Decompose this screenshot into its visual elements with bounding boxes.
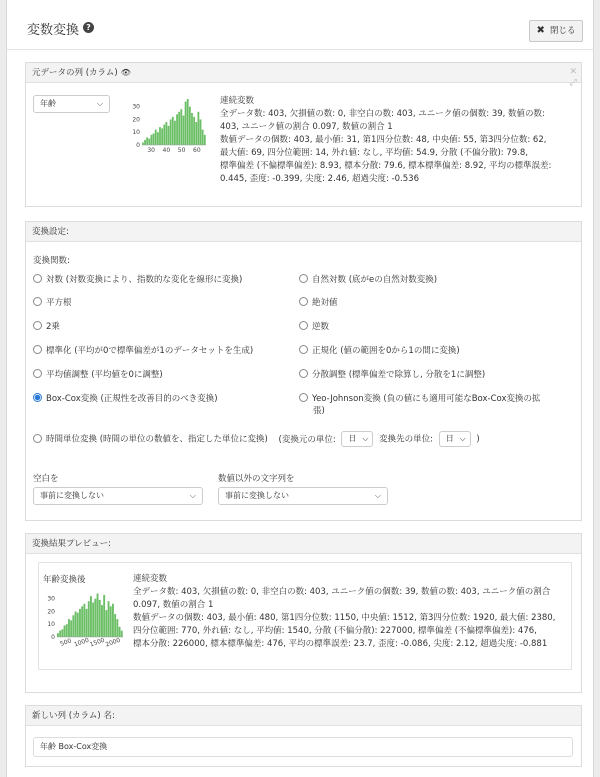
chevron-down-icon: ⌵ [374, 491, 381, 500]
option-label: Box-Cox変換 (正規性を改善目的のべき変換) [46, 394, 218, 404]
transform-settings-panel [25, 221, 582, 521]
preview-histogram [43, 589, 125, 651]
histogram-x-tick: 60 [193, 147, 201, 154]
histogram-x-tick: 1000 [73, 636, 91, 649]
option-label: 2乗 [46, 322, 60, 332]
preview-panel [25, 533, 582, 693]
histogram-bar [94, 599, 96, 637]
histogram-bar [90, 596, 92, 637]
radio-icon[interactable] [33, 274, 42, 283]
histogram-bar [83, 604, 85, 637]
source-panel-header [26, 63, 581, 83]
preview-stats-line: 標本分散: 226000, 標本標準偏差: 476, 平均の標準誤差: 23.7, 歪度: -0.086, 尖度: 2.12, 超過尖度: -0.881 [133, 639, 548, 649]
preview-stats-kind: 連続変数 [133, 574, 168, 584]
close-icon[interactable]: ✕ [569, 67, 577, 77]
option-time-unit[interactable] [33, 431, 573, 447]
source-stats [220, 95, 570, 186]
time-to-value: 日 [445, 434, 454, 443]
histogram-bar [108, 601, 110, 637]
radio-icon[interactable] [33, 345, 42, 354]
histogram-x-tick: 2000 [104, 636, 122, 649]
histogram-bar [197, 112, 199, 145]
nonnumeric-handling-select[interactable] [218, 487, 388, 505]
histogram-bar [81, 606, 83, 637]
radio-icon[interactable] [299, 393, 308, 402]
histogram-bar [159, 127, 161, 145]
settings-panel-header: 変換設定: [26, 222, 581, 242]
time-to-label: 変換先の単位: [379, 434, 434, 445]
time-from-label: (変換元の単位: [278, 434, 336, 445]
histogram-bar [86, 609, 88, 637]
preview-stats-line: 四分位範囲: 770, 外れ値: なし, 平均値: 1540, 分散 (不偏分散): 227000, 標準偏差 (不偏標準偏差): 476, [133, 626, 537, 636]
histogram-bar [142, 142, 144, 145]
histogram-y-tick: 20 [132, 116, 140, 124]
histogram-bar [110, 606, 112, 637]
option-mean-center[interactable] [33, 369, 163, 381]
new-column-panel [25, 705, 582, 767]
option-label: 逆数 [312, 322, 330, 332]
source-stats-line: 数値データの個数: 403, 最小値: 31, 第1四分位数: 48, 中央値: 55, 第3四分位数: 62, [220, 135, 547, 145]
histogram-bar [119, 627, 121, 637]
source-column-value: 年齢 [40, 99, 56, 108]
histogram-bar [180, 109, 182, 145]
histogram-bar [57, 633, 59, 637]
histogram-bar [176, 114, 178, 145]
histogram-bar [200, 119, 202, 145]
source-stats-line: 標準偏差 (不偏標準偏差): 8.93, 標本分散: 79.6, 標本標準偏差: 8.92, 平均の標準誤差: [220, 161, 552, 171]
histogram-y-tick: 10 [47, 621, 55, 629]
option-boxcox[interactable] [33, 393, 218, 405]
option-label: 標準化 (平均が0で標準偏差が1のデータセットを生成) [46, 346, 254, 356]
chevron-down-icon: ⌵ [459, 434, 466, 443]
histogram-bar [172, 117, 174, 145]
option-label: 自然対数 (底がeの自然対数変換) [312, 275, 438, 285]
new-column-name-input[interactable] [33, 737, 573, 757]
option-label: 平均値調整 (平均値を0に調整) [46, 370, 163, 380]
time-to-select[interactable] [439, 431, 471, 447]
histogram-bar [148, 139, 150, 145]
radio-checked-icon[interactable] [33, 393, 42, 402]
histogram-bar [77, 613, 79, 637]
source-panel-title: 元データの列 (カラム) [32, 68, 118, 78]
histogram-y-tick: 0 [51, 634, 55, 641]
preview-stats [133, 573, 569, 651]
histogram-bar [79, 609, 81, 637]
source-stats-line: 0.445, 歪度: -0.399, 尖度: 2.46, 超過尖度: -0.536 [220, 174, 419, 184]
option-label-cont: 張) [313, 406, 325, 416]
preview-title: 年齢変換後 [43, 575, 86, 585]
histogram-bar [189, 107, 191, 145]
radio-icon[interactable] [299, 297, 308, 306]
close-button-label: 閉じる [549, 26, 576, 36]
histogram-bar [153, 134, 155, 146]
histogram-y-tick: 30 [47, 595, 55, 603]
histogram-bar [101, 605, 103, 637]
transform-function-label: 変換関数: [33, 256, 70, 266]
histogram-bar [157, 132, 159, 145]
transform-dialog [6, 0, 594, 777]
option-label: 正規化 (値の範囲を0から1の間に変換) [312, 346, 460, 356]
histogram-y-tick: 20 [47, 608, 55, 616]
histogram-bar [103, 595, 105, 637]
dialog-title: 変数変換 [27, 23, 80, 38]
histogram-y-tick: 10 [132, 129, 140, 137]
option-log[interactable] [33, 274, 242, 286]
histogram-bar [195, 122, 197, 145]
option-normalize[interactable] [299, 345, 460, 357]
histogram-bar [202, 130, 204, 145]
radio-icon[interactable] [299, 369, 308, 378]
time-close-paren: ) [476, 434, 480, 445]
chevron-down-icon: ⌵ [189, 491, 196, 500]
histogram-bar [121, 631, 123, 637]
source-stats-line: 最大値: 69, 四分位範囲: 14, 外れ値: なし, 平均値: 54.9, 分散 (不偏分散): 79.8, [220, 148, 528, 158]
radio-icon[interactable] [299, 321, 308, 330]
close-button[interactable] [529, 20, 583, 42]
blank-label: 空白を [33, 474, 59, 484]
histogram-x-tick: 30 [147, 147, 155, 154]
histogram-bar [146, 137, 148, 145]
source-column-select[interactable] [33, 95, 110, 113]
preview-card [38, 562, 572, 670]
histogram-bar [99, 600, 101, 637]
question-circle-icon[interactable]: ? [83, 22, 94, 33]
source-stats-line: 全データ数: 403, 欠損値の数: 0, 非空白の数: 403, ユニーク値の個数: 39, 数値の数: [220, 109, 545, 119]
source-histogram [128, 97, 208, 155]
radio-icon[interactable] [33, 321, 42, 330]
nonnumeric-label: 数値以外の文字列を [218, 474, 295, 484]
option-yeo-johnson[interactable] [299, 393, 540, 417]
histogram-x-tick: 500 [59, 637, 73, 648]
radio-icon[interactable] [33, 369, 42, 378]
histogram-bar [105, 610, 107, 637]
option-ln[interactable] [299, 274, 437, 286]
histogram-bar [75, 611, 77, 637]
histogram-bar [168, 126, 170, 145]
time-from-value: 日 [348, 434, 357, 443]
histogram-bar [170, 119, 172, 145]
preview-stats-line: 全データ数: 403, 欠損値の数: 0, 非空白の数: 403, ユニーク値の個数: 39, 数値の数: 403, ユニーク値の割合 [133, 587, 551, 597]
histogram-bar [144, 140, 146, 145]
histogram-bar [174, 121, 176, 145]
histogram-bar [165, 122, 167, 145]
histogram-bar [61, 629, 63, 637]
radio-icon[interactable] [299, 345, 308, 354]
chevron-down-icon: ⌵ [362, 434, 369, 443]
panel-corner-controls [569, 67, 577, 89]
preview-stats-line: 数値データの個数: 403, 最小値: 480, 第1四分位数: 1150, 中央値: 1512, 第3四分位数: 1920, 最大値: 2380, [133, 613, 556, 623]
close-icon: ✖ [536, 25, 545, 36]
radio-icon[interactable] [33, 434, 42, 443]
source-column-panel [25, 62, 582, 207]
chevron-down-icon: ⌵ [96, 99, 103, 108]
eye-icon[interactable]: 👁 [120, 68, 131, 77]
option-standardize[interactable] [33, 345, 253, 357]
histogram-bar [163, 125, 165, 145]
histogram-bar [112, 604, 114, 637]
radio-icon[interactable] [299, 274, 308, 283]
source-stats-line: 403, ユニーク値の割合 0.097, 数値の割合 1 [220, 122, 393, 132]
time-from-select[interactable] [341, 431, 373, 447]
option-reciprocal[interactable] [299, 321, 329, 333]
histogram-bar [66, 624, 68, 637]
preview-panel-header: 変換結果プレビュー: [26, 534, 581, 554]
option-label: 対数 (対数変換により、指数的な変化を線形に変換) [46, 275, 243, 285]
histogram-bar [193, 117, 195, 145]
histogram-bar [151, 135, 153, 145]
histogram-bar [97, 594, 99, 637]
option-sqrt[interactable] [33, 297, 72, 309]
nonnumeric-handling-value: 事前に変換しない [225, 491, 289, 500]
histogram-bar [183, 116, 185, 145]
histogram-y-tick: 30 [132, 103, 140, 111]
option-label: 時間単位変換 (時間の単位の数値を、指定した単位に変換) [46, 434, 268, 445]
histogram-bar [187, 99, 189, 145]
histogram-bar [72, 615, 74, 637]
histogram-bar [191, 113, 193, 145]
new-column-header: 新しい列 (カラム) 名: [26, 706, 581, 726]
blank-handling-select[interactable] [33, 487, 203, 505]
option-label: 分散調整 (標準偏差で除算し, 分散を1に調整) [312, 370, 486, 380]
new-column-name-value: 年齢 Box-Cox変換 [40, 742, 108, 751]
histogram-bar [161, 128, 163, 145]
histogram-bar [204, 135, 206, 145]
option-label: Yeo-Johnson変換 (負の値にも適用可能なBox-Cox変換の拡 [312, 394, 541, 404]
option-square[interactable] [33, 321, 60, 333]
histogram-bar [59, 631, 61, 637]
histogram-bar [92, 603, 94, 638]
preview-stats-line: 0.097, 数値の割合 1 [133, 600, 214, 610]
histogram-x-tick: 50 [177, 147, 186, 154]
histogram-x-tick: 40 [162, 147, 171, 154]
dialog-header [7, 0, 593, 50]
histogram-bar [70, 620, 72, 637]
histogram-bar [155, 130, 157, 145]
histogram-bar [64, 626, 66, 638]
histogram-bar [88, 601, 90, 637]
histogram-bar [68, 619, 70, 637]
histogram-bar [178, 112, 180, 145]
option-variance-scale[interactable] [299, 369, 485, 381]
histogram-y-tick: 0 [136, 142, 140, 149]
option-abs[interactable] [299, 297, 338, 309]
histogram-bar [116, 619, 118, 637]
blank-handling-value: 事前に変換しない [40, 491, 104, 500]
source-stats-kind: 連続変数 [220, 96, 255, 106]
radio-icon[interactable] [33, 297, 42, 306]
histogram-x-tick: 1500 [88, 636, 106, 649]
histogram-bar [114, 614, 116, 637]
option-label: 平方根 [46, 298, 72, 308]
histogram-bar [185, 102, 187, 145]
resize-icon[interactable]: ⤢ [569, 78, 577, 88]
option-label: 絶対値 [312, 298, 338, 308]
